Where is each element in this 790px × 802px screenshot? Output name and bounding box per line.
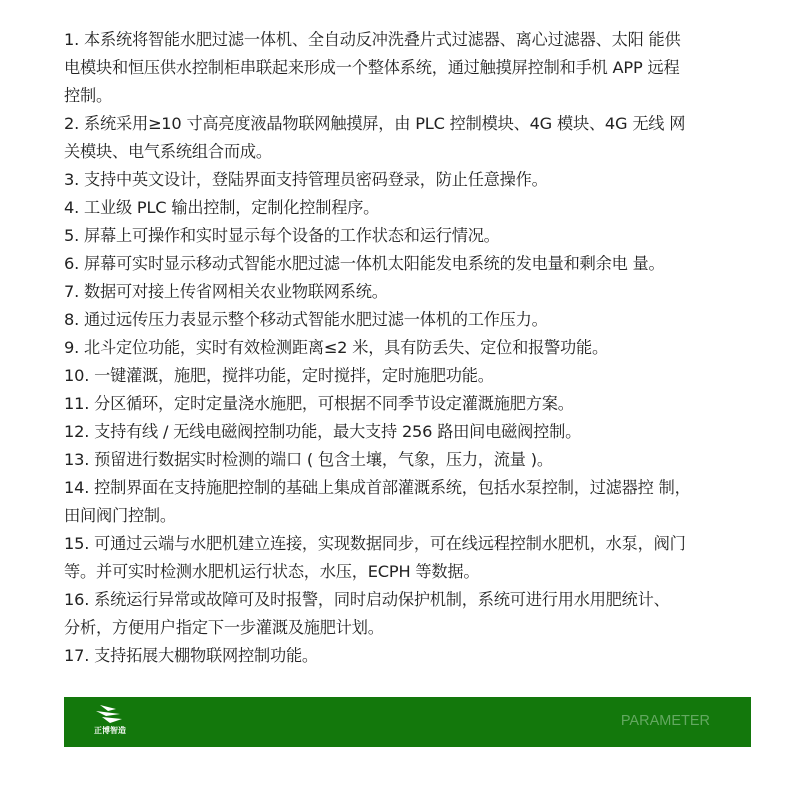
list-item xyxy=(64,166,744,194)
list-item-line: 12. 支持有线 / 无线电磁阀控制功能，最大支持 256 路田间电磁阀控制。 xyxy=(64,422,582,441)
list-item xyxy=(64,194,744,222)
list-item-line: 13. 预留进行数据实时检测的端口 ( 包含土壤，气象，压力，流量 )。 xyxy=(64,450,553,469)
list-item xyxy=(64,530,744,586)
list-item-line: 9. 北斗定位功能，实时有效检测距离≤2 米，具有防丢失、定位和报警功能。 xyxy=(64,338,609,357)
parameter-label: PARAMETER xyxy=(620,713,710,729)
list-item xyxy=(64,474,744,530)
list-item-line: 10. 一键灌溉，施肥，搅拌功能，定时搅拌，定时施肥功能。 xyxy=(64,366,494,385)
list-item xyxy=(64,26,744,110)
list-item-line: 电模块和恒压供水控制柜串联起来形成一个整体系统，通过触摸屏控制和手机 APP 远程 xyxy=(64,58,680,77)
list-item xyxy=(64,390,744,418)
feature-list xyxy=(64,26,744,670)
list-item-line: 田间阀门控制。 xyxy=(64,506,176,525)
list-item xyxy=(64,278,744,306)
list-item-line: 4. 工业级 PLC 输出控制，定制化控制程序。 xyxy=(64,198,380,217)
list-item-line: 14. 控制界面在支持施肥控制的基础上集成首部灌溉系统，包括水泵控制，过滤器控 制， xyxy=(64,478,691,497)
logo-text: 正博智造 xyxy=(94,725,126,735)
brand-logo xyxy=(88,703,132,743)
list-item xyxy=(64,586,744,642)
list-item xyxy=(64,222,744,250)
list-item-line: 等。并可实时检测水肥机运行状态，水压，ECPH 等数据。 xyxy=(64,562,480,581)
list-item-line: 6. 屏幕可实时显示移动式智能水肥过滤一体机太阳能发电系统的发电量和剩余电 量。 xyxy=(64,254,665,273)
list-item-line: 16. 系统运行异常或故障可及时报警，同时启动保护机制，系统可进行用水用肥统计、 xyxy=(64,590,670,609)
list-item-line: 分析，方便用户指定下一步灌溉及施肥计划。 xyxy=(64,618,384,637)
list-item xyxy=(64,110,744,166)
list-item-line: 15. 可通过云端与水肥机建立连接，实现数据同步，可在线远程控制水肥机，水泵，阀门 xyxy=(64,534,686,553)
list-item-line: 关模块、电气系统组合而成。 xyxy=(64,142,272,161)
list-item xyxy=(64,642,744,670)
logo-icon xyxy=(88,703,132,725)
list-item-line: 8. 通过远传压力表显示整个移动式智能水肥过滤一体机的工作压力。 xyxy=(64,310,548,329)
list-item-line: 17. 支持拓展大棚物联网控制功能。 xyxy=(64,646,318,665)
list-item-line: 11. 分区循环，定时定量浇水施肥，可根据不同季节设定灌溉施肥方案。 xyxy=(64,394,574,413)
list-item xyxy=(64,306,744,334)
list-item xyxy=(64,334,744,362)
list-item xyxy=(64,446,744,474)
list-item-line: 5. 屏幕上可操作和实时显示每个设备的工作状态和运行情况。 xyxy=(64,226,500,245)
list-item xyxy=(64,362,744,390)
list-item xyxy=(64,250,744,278)
footer-banner xyxy=(64,697,751,747)
list-item-line: 7. 数据可对接上传省网相关农业物联网系统。 xyxy=(64,282,388,301)
list-item-line: 2. 系统采用≥10 寸高亮度液晶物联网触摸屏，由 PLC 控制模块、4G 模块、4G 无线 网 xyxy=(64,114,686,133)
list-item-line: 控制。 xyxy=(64,86,112,105)
list-item-line: 1. 本系统将智能水肥过滤一体机、全自动反冲洗叠片式过滤器、离心过滤器、太阳 能供 xyxy=(64,30,681,49)
list-item-line: 3. 支持中英文设计，登陆界面支持管理员密码登录，防止任意操作。 xyxy=(64,170,548,189)
list-item xyxy=(64,418,744,446)
